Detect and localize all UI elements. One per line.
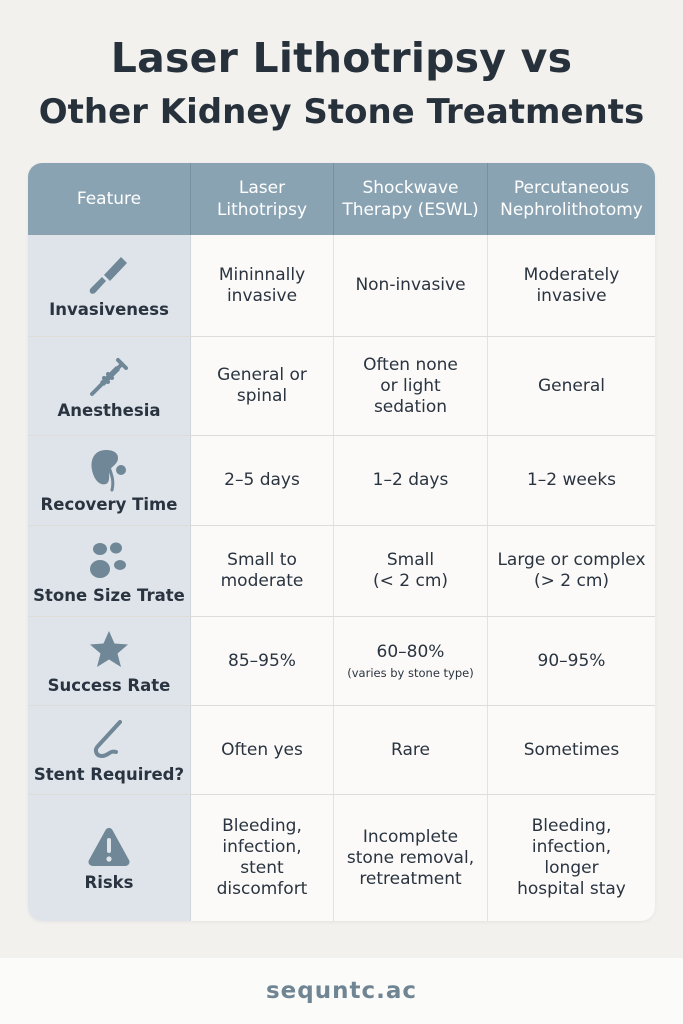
value-eswl: Often none or light sedation [334,337,488,435]
syringe-icon [86,353,132,397]
value-laser: Bleeding, infection, stent discomfort [191,795,334,921]
page-title-line-2: Other Kidney Stone Treatments [38,92,645,132]
footer-site-name: sequntc.ac [0,958,683,1024]
feature-label: Anesthesia [57,400,161,420]
stent-icon [86,717,132,761]
value-laser: 2–5 days [191,436,334,525]
value-laser: Often yes [191,706,334,794]
table-row-stent-required [28,706,655,795]
warning-icon [86,825,132,869]
feature-cell [28,706,191,794]
kidney-icon [86,447,132,491]
feature-cell [28,526,191,616]
value-laser: General or spinal [191,337,334,435]
feature-cell [28,436,191,525]
value-pcnl: Large or complex (> 2 cm) [497,550,646,591]
table-body [28,235,655,921]
feature-label: Stone Size Trate [33,585,185,605]
table-row-stone-size [28,526,655,617]
header-laser-lithotripsy: Laser Lithotripsy [191,163,334,235]
page-title-line-1: Laser Lithotripsy vs [110,34,573,82]
value-eswl: Non-invasive [334,235,488,336]
feature-cell [28,337,191,435]
value-eswl: Small (< 2 cm) [334,526,488,616]
value-pcnl: 90–95% [537,650,606,671]
star-icon [86,628,132,672]
value-eswl: 1–2 days [334,436,488,525]
value-pcnl: Moderately invasive [523,264,620,306]
header-percutaneous-nephrolithotomy: Percutaneous Nephrolithotomy [500,178,643,220]
table-row-anesthesia [28,337,655,436]
scalpel-icon [86,252,132,296]
table-header [28,163,655,235]
value-pcnl: General [538,375,605,396]
feature-label: Risks [84,872,134,892]
comparison-table [28,163,655,921]
feature-cell [28,235,191,336]
feature-cell [28,795,191,921]
value-eswl [334,617,488,705]
value-eswl-main: 60–80% [376,641,445,662]
value-pcnl: Sometimes [523,739,620,760]
feature-label: Recovery Time [40,495,178,514]
value-eswl: Rare [334,706,488,794]
value-pcnl: 1–2 weeks [526,470,617,490]
value-laser: Mininnally invasive [191,235,334,336]
feature-label: Stent Required? [33,764,185,784]
table-row-success-rate [28,617,655,706]
table-row-invasiveness [28,235,655,337]
table-row-recovery-time [28,436,655,526]
header-shockwave-therapy: Shockwave Therapy (ESWL) [334,163,488,235]
feature-label: Success Rate [47,675,171,695]
feature-label: Invasiveness [49,300,169,319]
stones-icon [86,538,132,582]
feature-cell [28,617,191,705]
value-eswl-note: (varies by stone type) [347,665,474,680]
value-laser: 85–95% [191,617,334,705]
value-pcnl: Bleeding, infection, longer hospital stay [517,816,626,899]
header-feature: Feature [28,163,191,235]
table-row-risks [28,795,655,921]
value-eswl: Incomplete stone removal, retreatment [334,795,488,921]
value-laser: Small to moderate [191,526,334,616]
